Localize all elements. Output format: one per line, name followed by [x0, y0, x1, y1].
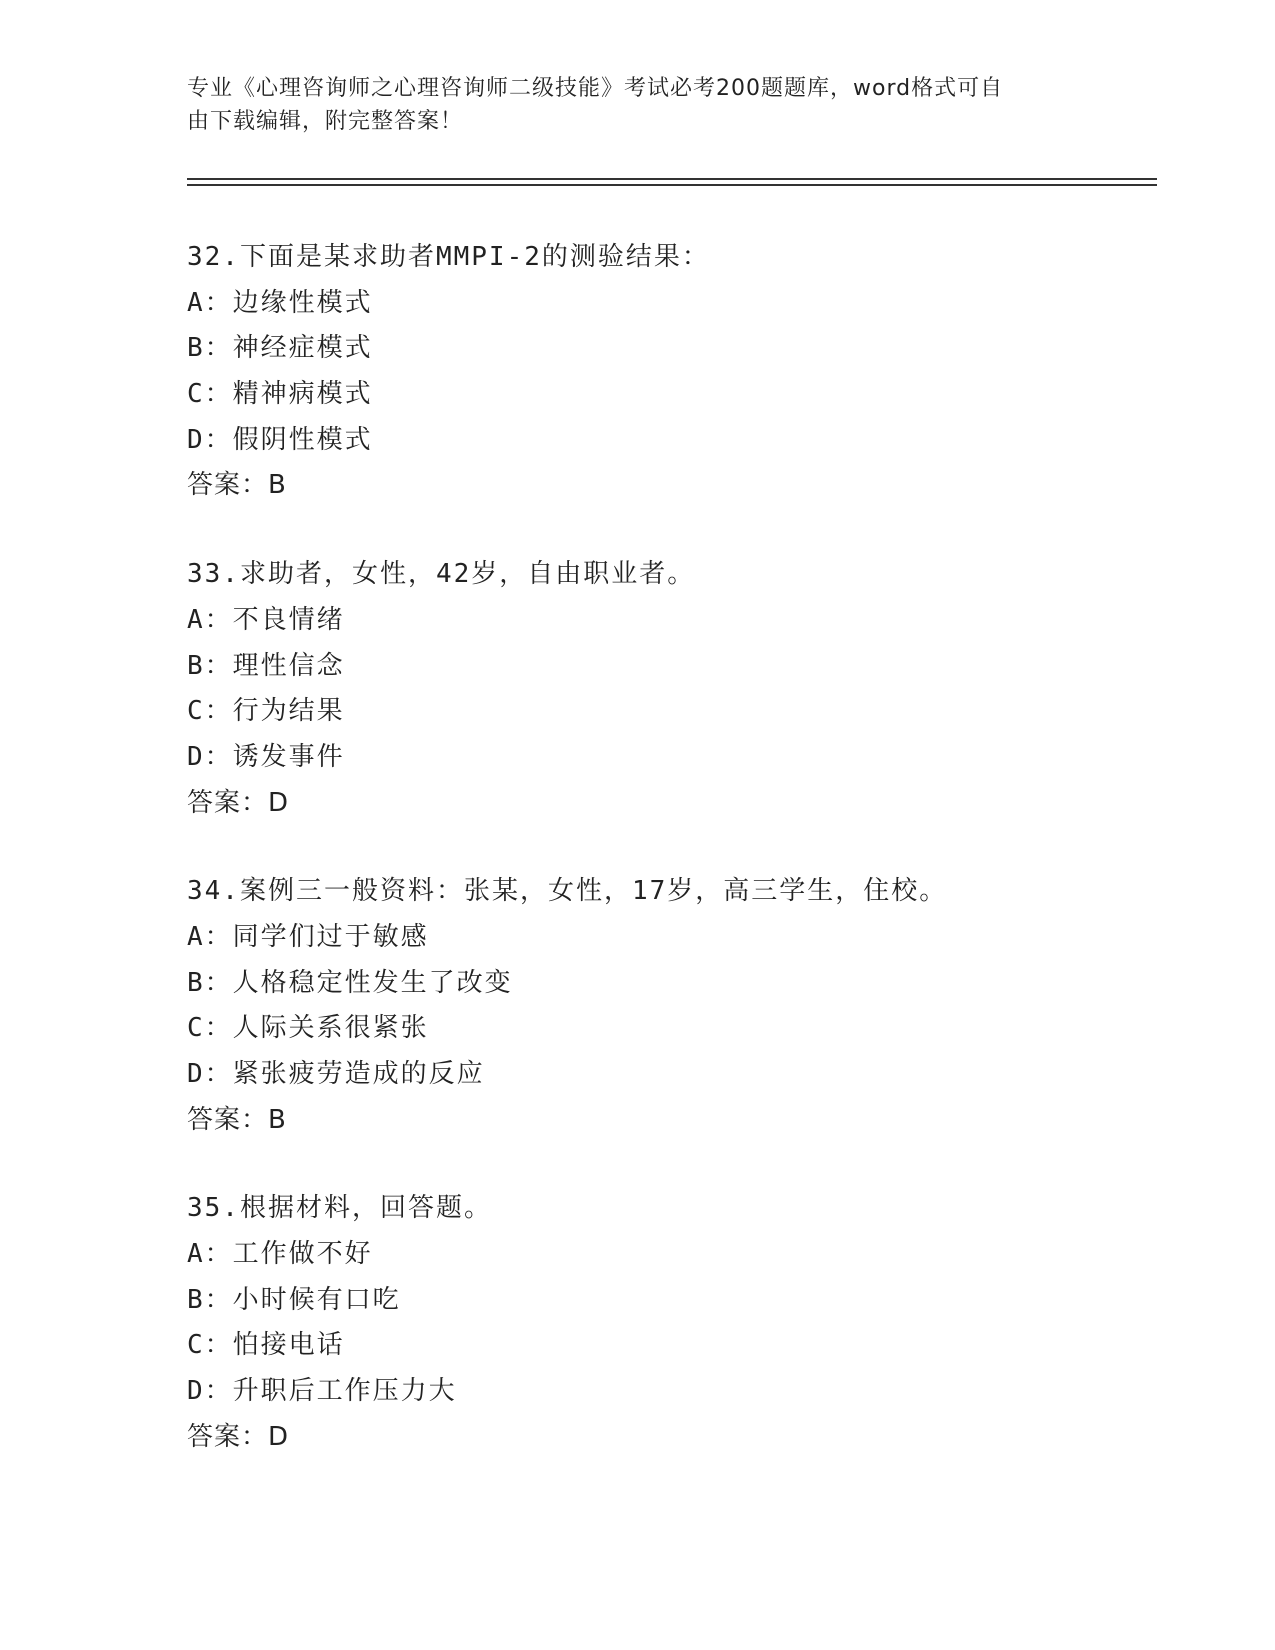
- question-item: [187, 869, 1187, 1143]
- option-a: A：同学们过于敏感: [187, 921, 429, 952]
- header-divider-top: [187, 178, 1157, 180]
- question-item: [187, 1186, 1187, 1460]
- question-stem: 35.根据材料，回答题。: [187, 1193, 492, 1224]
- option-c: C：行为结果: [187, 696, 345, 727]
- option-c: C：精神病模式: [187, 379, 373, 410]
- question-stem: 33.求助者，女性，42岁，自由职业者。: [187, 559, 696, 590]
- document-header: [187, 72, 1067, 138]
- option-d: D：升职后工作压力大: [187, 1376, 457, 1407]
- option-c: C：人际关系很紧张: [187, 1013, 429, 1044]
- question-item: [187, 552, 1187, 826]
- option-c: C：怕接电话: [187, 1330, 345, 1361]
- option-d: D：假阴性模式: [187, 424, 373, 455]
- question-stem: 32.下面是某求助者MMPI-2的测验结果：: [187, 242, 710, 272]
- question-item: [187, 235, 1187, 509]
- answer-line: 答案：B: [187, 1104, 287, 1135]
- header-line-2: 由下载编辑，附完整答案！: [187, 109, 464, 134]
- header-divider-bottom: [187, 184, 1157, 186]
- option-b: B：小时候有口吃: [187, 1284, 401, 1315]
- option-a: A：不良情绪: [187, 604, 345, 635]
- answer-line: 答案：B: [187, 470, 287, 501]
- option-b: B：人格稳定性发生了改变: [187, 967, 513, 998]
- option-d: D：诱发事件: [187, 741, 345, 772]
- answer-line: 答案：D: [187, 1421, 290, 1452]
- question-stem: 34.案例三一般资料：张某，女性，17岁，高三学生，住校。: [187, 876, 948, 907]
- question-list: [187, 235, 1187, 1504]
- option-a: A：工作做不好: [187, 1239, 373, 1270]
- option-a: A：边缘性模式: [187, 287, 373, 318]
- option-b: B：神经症模式: [187, 333, 373, 364]
- option-b: B：理性信念: [187, 650, 345, 681]
- answer-line: 答案：D: [187, 787, 290, 818]
- header-line-1: 专业《心理咨询师之心理咨询师二级技能》考试必考200题题库，word格式可自: [187, 76, 1004, 101]
- option-d: D：紧张疲劳造成的反应: [187, 1059, 485, 1089]
